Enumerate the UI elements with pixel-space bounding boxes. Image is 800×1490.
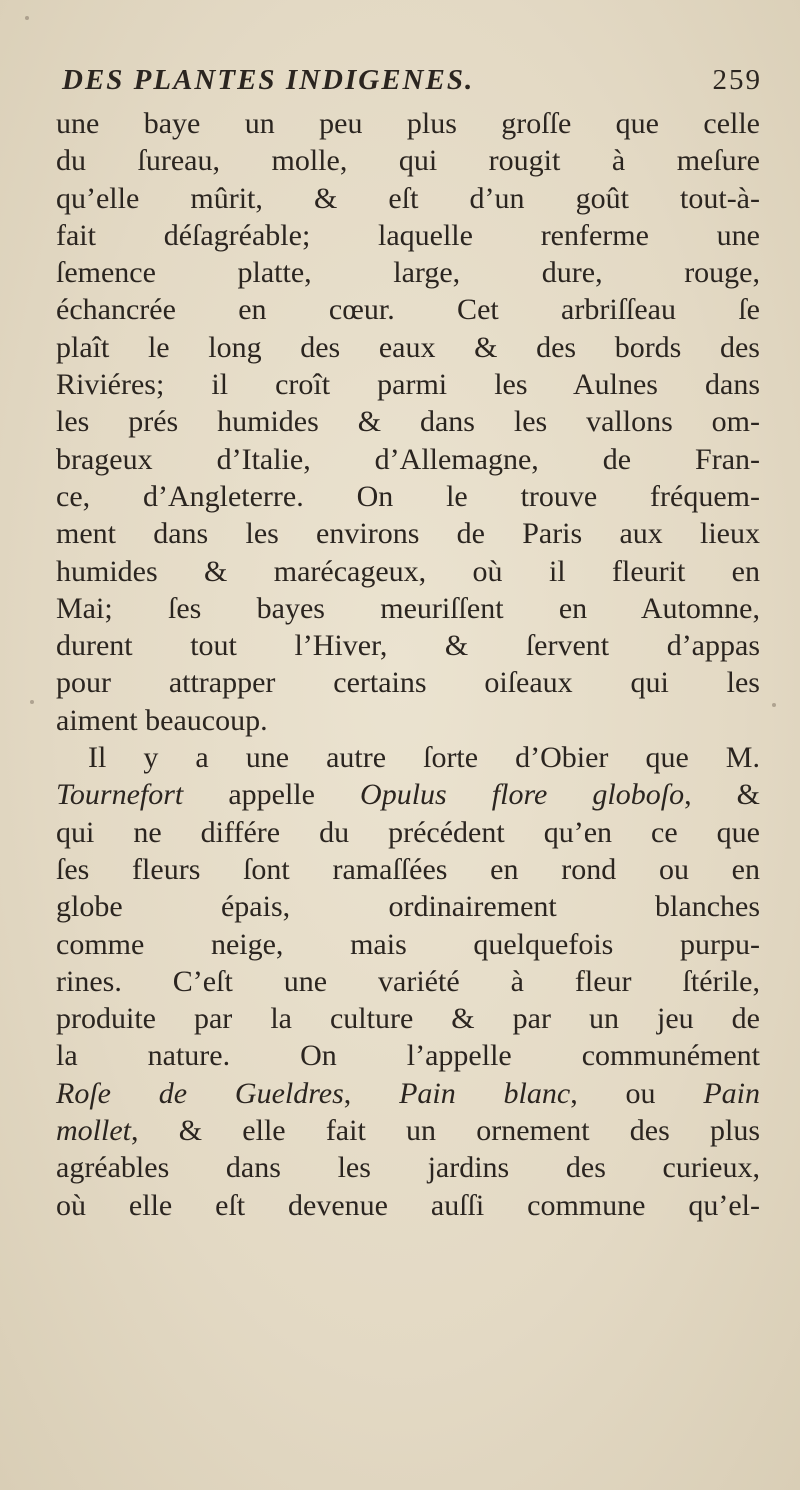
ink-speck [772, 703, 776, 707]
text-segment: Mai; ſes bayes meuriſſent en Automne, [56, 591, 760, 625]
text-line [56, 590, 760, 627]
text-line [56, 926, 760, 963]
text-line [56, 515, 760, 552]
text-segment: qu’elle mûrit, & eſt d’un goût tout-à- [56, 181, 760, 215]
italic-text: Tournefort [56, 778, 184, 812]
text-line [56, 1149, 760, 1186]
text-line [56, 217, 760, 254]
text-line [56, 105, 760, 142]
text-segment: Il y a une autre ſorte d’Obier que M. [88, 741, 760, 775]
text-segment: ſes fleurs ſont ramaſſées en rond ou en [56, 852, 760, 886]
text-line [56, 553, 760, 590]
text-segment: du ſureau, molle, qui rougit à meſure [56, 144, 760, 178]
text-segment: où elle eſt devenue auſſi commune qu’el- [56, 1188, 760, 1222]
text-segment: pour attrapper certains oiſeaux qui les [56, 666, 760, 700]
text-line [56, 851, 760, 888]
text-segment: aiment beaucoup. [56, 703, 268, 737]
text-segment: la nature. On l’appelle communément [56, 1039, 760, 1073]
text-line [56, 627, 760, 664]
text-line [56, 702, 760, 739]
text-segment: les prés humides & dans les vallons om- [56, 405, 760, 439]
running-head [62, 64, 762, 104]
italic-text: mollet [56, 1114, 131, 1148]
text-line [56, 329, 760, 366]
text-segment: ment dans les environs de Paris aux lieux [56, 517, 760, 551]
text-line [56, 366, 760, 403]
text-line [56, 739, 760, 776]
text-segment: produite par la culture & par un jeu de [56, 1002, 760, 1036]
text-segment: ſemence platte, large, dure, rouge, [56, 256, 760, 290]
text-segment: fait déſagréable; laquelle renferme une [56, 218, 760, 252]
text-line [56, 254, 760, 291]
text-segment: agréables dans les jardins des curieux, [56, 1151, 760, 1185]
text-segment: échancrée en cœur. Cet arbriſſeau ſe [56, 293, 760, 327]
text-segment: appelle [183, 778, 361, 812]
text-line [56, 291, 760, 328]
italic-text: Opulus flore globoſo [360, 778, 685, 812]
text-segment: humides & marécageux, où il fleurit en [56, 554, 760, 588]
text-segment: Riviéres; il croît parmi les Aulnes dans [56, 368, 760, 402]
text-line [56, 441, 760, 478]
italic-text: Pain blanc [399, 1076, 571, 1110]
body-text [56, 105, 760, 1224]
italic-text: Roſe de Gueldres [56, 1076, 344, 1110]
text-segment: ce, d’Angleterre. On le trouve fréquem- [56, 479, 760, 513]
text-line [56, 776, 760, 813]
text-line [56, 142, 760, 179]
text-segment: durent tout l’Hiver, & ſervent d’appas [56, 629, 760, 663]
text-line [56, 478, 760, 515]
text-line [56, 1075, 760, 1112]
text-segment: comme neige, mais quelquefois purpu- [56, 927, 760, 961]
text-segment: , & [684, 778, 760, 812]
text-line [56, 180, 760, 217]
text-line [56, 1112, 760, 1149]
ink-speck [25, 16, 29, 20]
text-segment: une baye un peu plus groſſe que celle [56, 107, 760, 140]
text-segment: rines. C’eſt une variété à fleur ſtérile, [56, 964, 760, 998]
text-segment: qui ne différe du précédent qu’en ce que [56, 815, 760, 849]
text-segment: globe épais, ordinairement blanches [56, 890, 760, 924]
text-segment: brageux d’Italie, d’Allemagne, de Fran- [56, 442, 760, 476]
text-line [56, 403, 760, 440]
text-line [56, 1000, 760, 1037]
italic-text: Pain [703, 1076, 761, 1110]
text-line [56, 664, 760, 701]
text-line [56, 814, 760, 851]
text-line [56, 963, 760, 1000]
text-line [56, 888, 760, 925]
text-segment: plaît le long des eaux & des bords des [56, 330, 760, 364]
text-line [56, 1187, 760, 1224]
text-segment: , ou [570, 1076, 704, 1110]
text-segment: , & elle fait un ornement des plus [131, 1114, 760, 1148]
page-number: 259 [712, 64, 762, 96]
ink-speck [30, 700, 34, 704]
text-segment: , [343, 1076, 400, 1110]
text-line [56, 1037, 760, 1074]
running-head-title: DES PLANTES INDIGENES. [62, 64, 475, 96]
